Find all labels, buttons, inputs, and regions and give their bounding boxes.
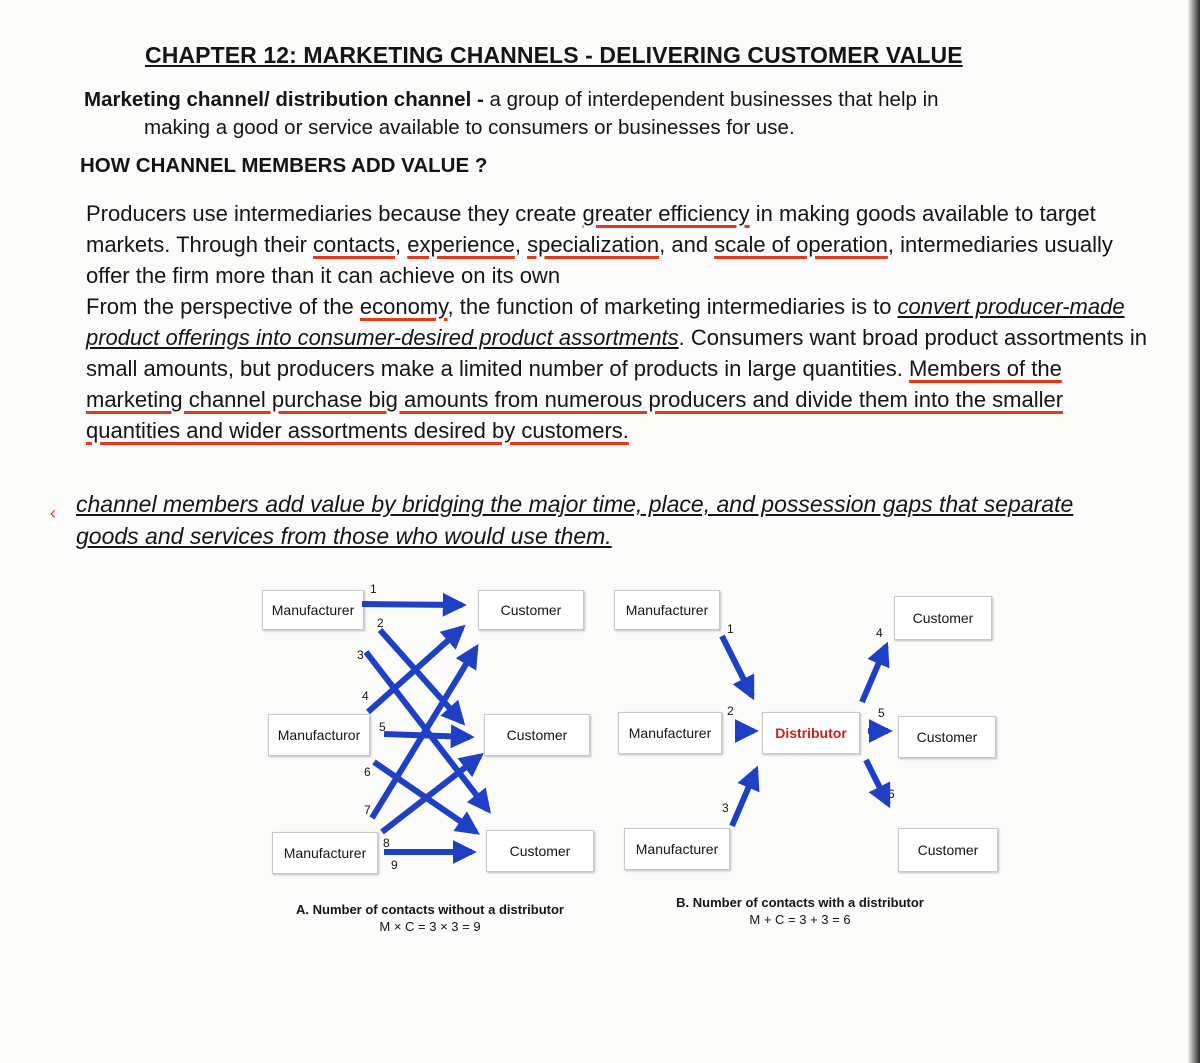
diagram-a-caption: A. Number of contacts without a distributor xyxy=(296,902,564,917)
diagram-b-number: 6 xyxy=(888,787,895,801)
diagram-a-manufacturer-3: Manufacturer xyxy=(272,832,378,874)
p1-text-c: , xyxy=(394,232,408,257)
diagram-a-manufacturer-2: Manufacturor xyxy=(268,714,370,756)
contact-arrow-a-8 xyxy=(382,756,480,832)
diagram-b-distributor: Distributor xyxy=(762,712,860,754)
p1-text-b: in making goods available to target markets. Through their xyxy=(86,201,1096,257)
contact-arrow-b-1 xyxy=(722,636,752,696)
diagram-b-number: 4 xyxy=(876,626,883,640)
p1-underline-2: contacts xyxy=(313,232,395,257)
p1-text-f: , intermediaries usually offer the firm more than it can achieve on its own xyxy=(86,232,1113,288)
diagram-b-customer-3: Customer xyxy=(898,828,998,872)
diagram-a-formula: M × C = 3 × 3 = 9 xyxy=(379,919,481,934)
diagram-b-manufacturer-1: Manufacturer xyxy=(614,590,720,630)
diagram-b-caption: B. Number of contacts with a distributor xyxy=(676,895,924,910)
p2-text-c: . Consumers want broad product assortments in small amounts, but producers make a limited number of products in large quantities. xyxy=(86,325,1147,381)
p1-underline-1: greater efficiency xyxy=(582,201,750,226)
diagram-a-number: 6 xyxy=(364,765,371,779)
diagram-b-formula: M + C = 3 + 3 = 6 xyxy=(749,912,851,927)
diagram-b-number: 5 xyxy=(878,706,885,720)
diagram-a-number: 3 xyxy=(357,648,364,662)
contact-arrow-a-1 xyxy=(362,604,462,605)
diagram-a-manufacturer-1: Manufacturer xyxy=(262,590,364,630)
p1-underline-5: scale of operation xyxy=(714,232,888,257)
diagram-b-number: 1 xyxy=(727,622,734,636)
p1-text-a: Producers use intermediaries because they create xyxy=(86,201,583,226)
diagram-b-customer-1: Customer xyxy=(894,596,992,640)
p2-text-b: , the function of marketing intermediaries is to xyxy=(447,294,898,319)
diagram-b-manufacturer-3: Manufacturer xyxy=(624,828,730,870)
definition-text-2: making a good or service available to consumers or businesses for use. xyxy=(144,116,795,139)
diagram-a-number: 5 xyxy=(379,720,386,734)
contact-arrow-b-3 xyxy=(732,770,756,826)
diagram-a-number: 7 xyxy=(364,803,371,817)
p2-italic-underline: convert producer-made product offerings into consumer-desired product assortments xyxy=(86,294,1125,350)
diagram-a-customer-1: Customer xyxy=(478,590,584,630)
gaps-statement: channel members add value by bridging the major time, place, and possession gaps that separate goods and services from those who would use them. xyxy=(76,491,1074,549)
diagram-b-number: 3 xyxy=(722,801,729,815)
diagram-a-number: 1 xyxy=(370,582,377,596)
p1-underline-3: experience xyxy=(407,232,515,257)
margin-mark: ‹ xyxy=(50,503,56,523)
definition-text-1: a group of interdependent businesses that help in xyxy=(489,88,939,111)
diagram-a-number: 4 xyxy=(362,689,369,703)
p2-text-a: From the perspective of the xyxy=(86,294,360,319)
section-heading: HOW CHANNEL MEMBERS ADD VALUE ? xyxy=(80,154,488,177)
diagram-b-customer-2: Customer xyxy=(898,716,996,758)
contact-arrow-a-2 xyxy=(380,630,462,722)
chapter-title: CHAPTER 12: MARKETING CHANNELS - DELIVERING CUSTOMER VALUE xyxy=(145,42,963,68)
diagram-a-customer-2: Customer xyxy=(484,714,590,756)
p1-underline-4: specialization xyxy=(527,232,660,257)
p2-underline-2: Members of the marketing channel purchase big amounts from numerous producers and divide them into the smaller quantities and wider assortments desired by customers. xyxy=(86,356,1064,443)
diagram-b-number: 2 xyxy=(727,704,734,718)
diagram-a-number: 2 xyxy=(377,616,384,630)
definition-term: Marketing channel/ distribution channel - xyxy=(84,88,490,111)
p2-underline-1: economy xyxy=(359,294,448,319)
contact-arrow-b-4 xyxy=(862,646,886,702)
contact-arrow-a-5 xyxy=(384,734,470,737)
diagram-b-manufacturer-2: Manufacturer xyxy=(618,712,722,754)
contact-arrow-b-6 xyxy=(866,760,888,804)
p1-text-d: , xyxy=(514,232,528,257)
p1-text-e: , and xyxy=(659,232,715,257)
diagram-a-number: 9 xyxy=(391,858,398,872)
diagram-a-number: 8 xyxy=(383,836,390,850)
diagram-a-customer-3: Customer xyxy=(486,830,594,872)
